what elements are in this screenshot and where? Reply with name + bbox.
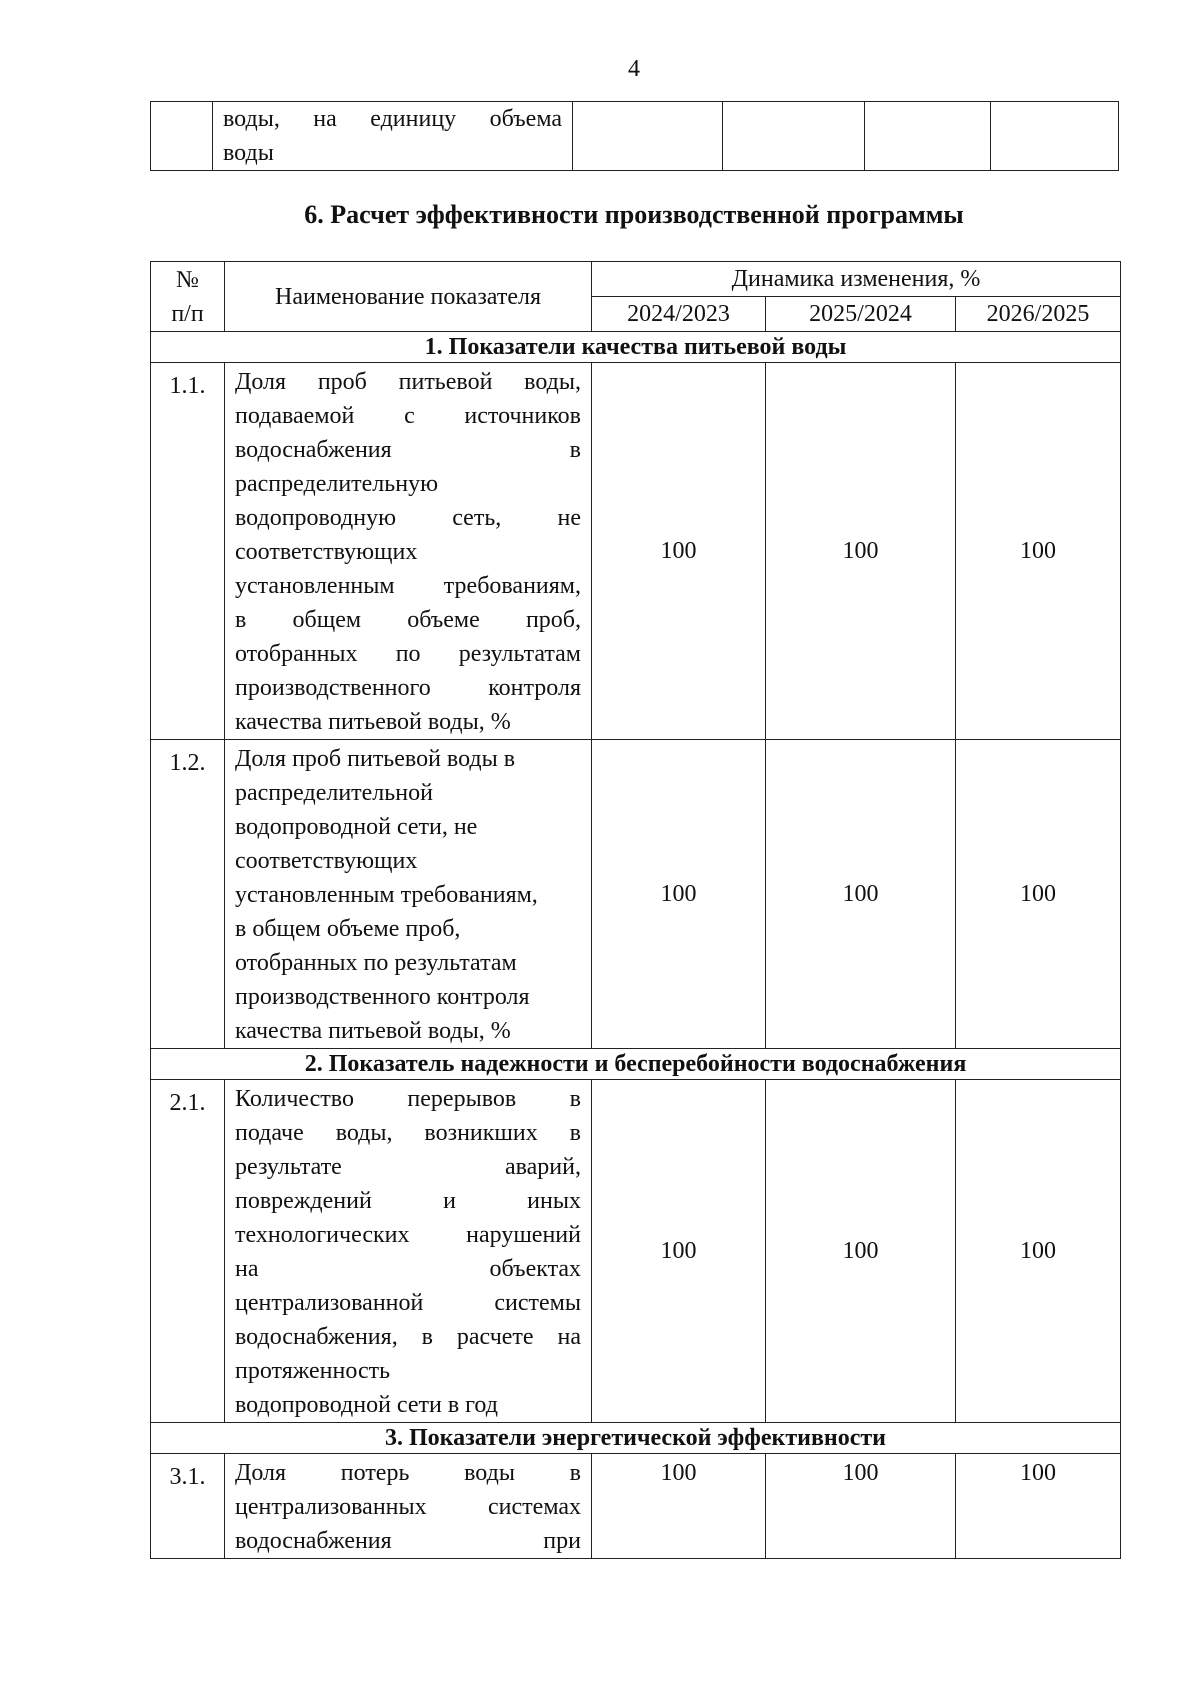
table-row	[151, 102, 1119, 171]
value-2026-2025: 100	[956, 1454, 1121, 1559]
value-2025-2024: 100	[766, 1080, 956, 1423]
indicator-name	[225, 1454, 592, 1559]
name-line: водопроводную сеть, не	[235, 505, 581, 531]
name-line: Доля проб питьевой воды,	[235, 369, 581, 395]
name-line: соответствующих	[235, 848, 418, 874]
value-cell	[991, 102, 1119, 171]
name-line: установленным требованиям,	[235, 882, 538, 908]
header-year: 2024/2023	[592, 297, 766, 332]
name-line: результате аварий,	[235, 1154, 581, 1180]
value-2024-2023: 100	[592, 1080, 766, 1423]
name-line: воды, на единицу объема	[223, 106, 562, 132]
name-line: распределительную	[235, 471, 439, 497]
name-line: повреждений и иных	[235, 1188, 581, 1214]
name-line: отобранных по результатам	[235, 641, 581, 667]
name-line: качества питьевой воды, %	[235, 709, 511, 735]
continued-table	[150, 101, 1119, 171]
name-line: водопроводной сети в год	[235, 1392, 498, 1418]
group-title: 2. Показатель надежности и бесперебойности водоснабжения	[151, 1049, 1121, 1080]
group-title-row	[151, 1049, 1121, 1080]
value-2024-2023: 100	[592, 1454, 766, 1559]
value-2026-2025: 100	[956, 740, 1121, 1049]
name-line: технологических нарушений	[235, 1222, 581, 1248]
group-title-row	[151, 1423, 1121, 1454]
header-number	[151, 262, 225, 332]
value-2026-2025: 100	[956, 1080, 1121, 1423]
row-number: 1.2.	[151, 740, 225, 1049]
row-number-cell	[151, 102, 213, 171]
name-line: Количество перерывов в	[235, 1086, 581, 1112]
name-line: производственного контроля	[235, 675, 581, 701]
header-dynamics: Динамика изменения, %	[592, 262, 1121, 297]
header-year: 2026/2025	[956, 297, 1121, 332]
name-line: Доля проб питьевой воды в	[235, 746, 516, 772]
group-title: 3. Показатели энергетической эффективности	[151, 1423, 1121, 1454]
value-2024-2023: 100	[592, 363, 766, 740]
name-line: централизованной системы	[235, 1290, 581, 1316]
value-2024-2023: 100	[592, 740, 766, 1049]
header-number-line: №	[176, 266, 199, 293]
name-line: подаче воды, возникших в	[235, 1120, 581, 1146]
page-number: 4	[628, 56, 640, 82]
table-row	[151, 363, 1121, 740]
name-line: отобранных по результатам	[235, 950, 517, 976]
header-indicator-name: Наименование показателя	[225, 262, 592, 332]
header-year: 2025/2024	[766, 297, 956, 332]
name-line: Доля потерь воды в	[235, 1460, 581, 1486]
row-number: 1.1.	[151, 363, 225, 740]
name-line: водоснабжения в	[235, 437, 581, 463]
value-cell	[865, 102, 991, 171]
value-2026-2025: 100	[956, 363, 1121, 740]
group-title: 1. Показатели качества питьевой воды	[151, 332, 1121, 363]
header-number-line: п/п	[171, 300, 204, 327]
indicator-name	[225, 363, 592, 740]
name-line: централизованных системах	[235, 1494, 581, 1520]
name-line: подаваемой с источников	[235, 403, 581, 429]
indicator-name	[225, 740, 592, 1049]
name-line: воды	[223, 140, 274, 166]
name-line: производственного контроля	[235, 984, 530, 1010]
name-line: распределительной	[235, 780, 433, 806]
group-title-row	[151, 332, 1121, 363]
name-line: на объектах	[235, 1256, 581, 1282]
name-line: в общем объеме проб,	[235, 916, 461, 942]
row-number: 3.1.	[151, 1454, 225, 1559]
value-2025-2024: 100	[766, 1454, 956, 1559]
table-row	[151, 740, 1121, 1049]
table-row	[151, 1454, 1121, 1559]
indicator-name	[225, 1080, 592, 1423]
table-header-row	[151, 262, 1121, 297]
name-line: в общем объеме проб,	[235, 607, 581, 633]
value-cell	[573, 102, 723, 171]
row-number: 2.1.	[151, 1080, 225, 1423]
table-row	[151, 1080, 1121, 1423]
name-line: установленным требованиям,	[235, 573, 581, 599]
name-line: водопроводной сети, не	[235, 814, 478, 840]
value-2025-2024: 100	[766, 740, 956, 1049]
name-line: качества питьевой воды, %	[235, 1018, 511, 1044]
efficiency-table	[150, 261, 1121, 1559]
name-line: водоснабжения при	[235, 1528, 581, 1554]
section-heading: 6. Расчет эффективности производственной программы	[304, 200, 964, 229]
value-2025-2024: 100	[766, 363, 956, 740]
value-cell	[723, 102, 865, 171]
name-line: протяженность	[235, 1358, 391, 1384]
name-line: водоснабжения, в расчете на	[235, 1324, 581, 1350]
name-line: соответствующих	[235, 539, 418, 565]
indicator-name-cell	[213, 102, 573, 171]
